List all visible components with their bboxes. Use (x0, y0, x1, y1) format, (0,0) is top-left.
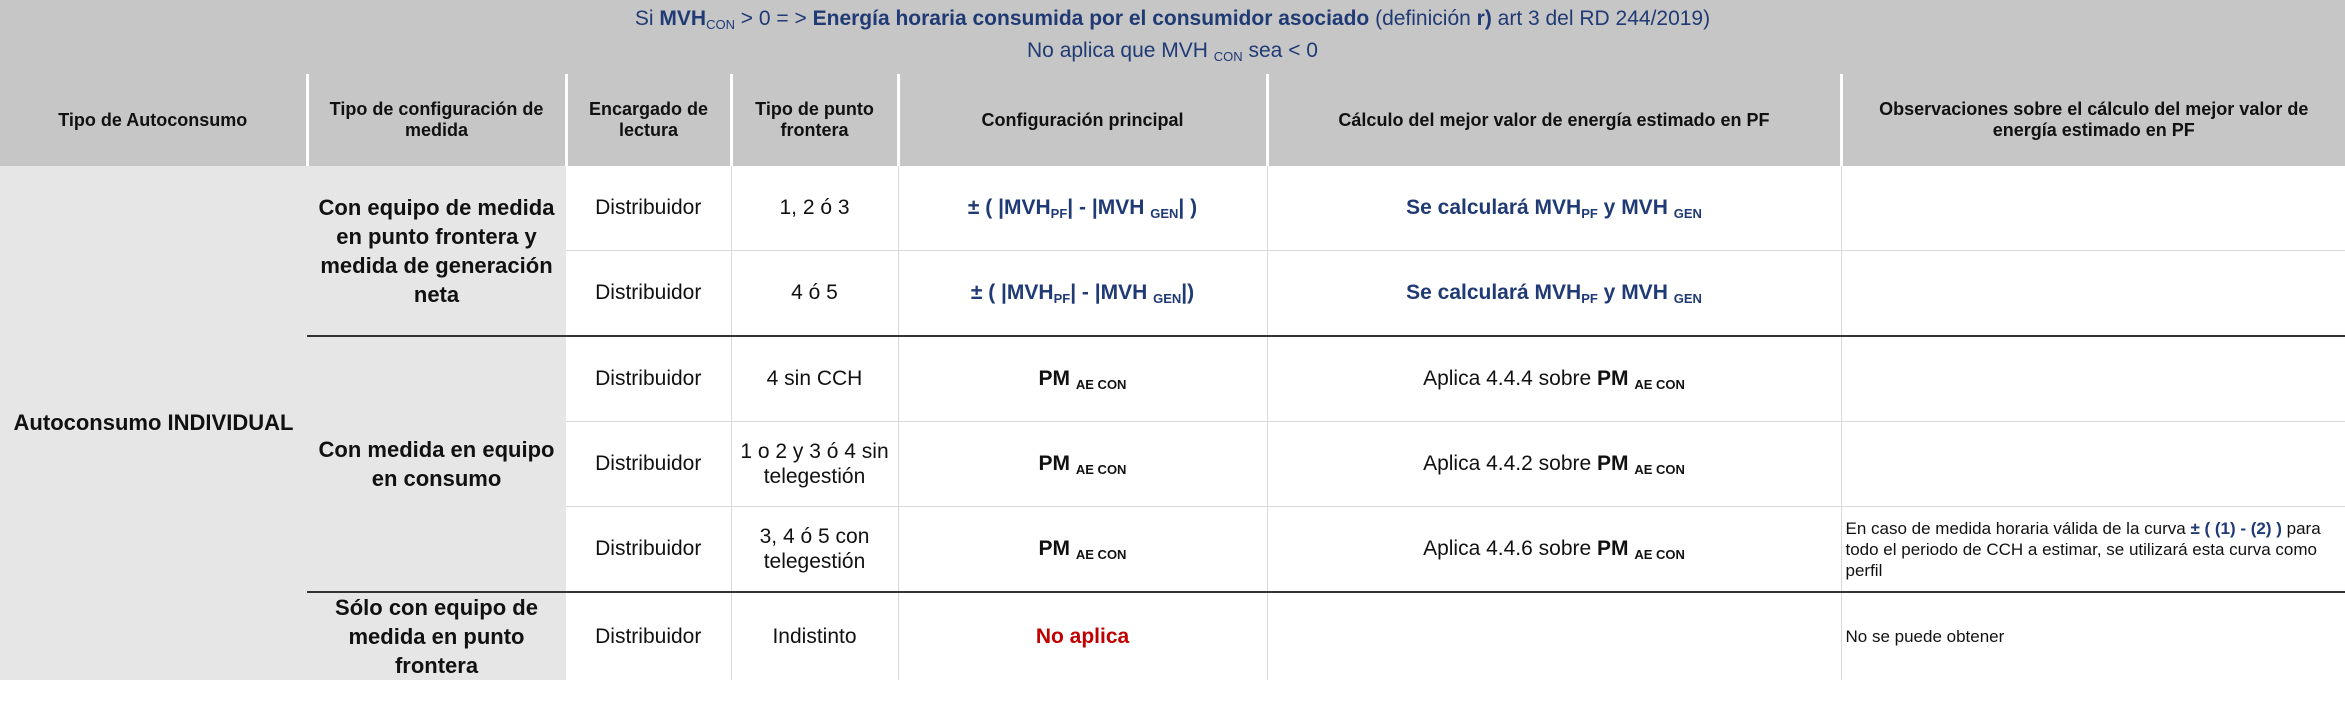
encargado-cell: Distribuidor (566, 507, 731, 593)
calc-cell: Aplica 4.4.4 sobre PM $_{AE CON}$ (1267, 336, 1841, 422)
banner (0, 0, 2345, 74)
obs-cell: En caso de medida horaria válida de la curva ± ( (1) - (2) ) para todo el periodo de CCH a estimar, se utilizará esta curva como perfil (1841, 507, 2345, 593)
punto-cell: 4 ó 5 (731, 251, 898, 337)
calc-cell: Aplica 4.4.2 sobre PM $_{AE CON}$ (1267, 422, 1841, 507)
obs-cell (1841, 166, 2345, 251)
header-tipo-punto: Tipo de punto frontera (731, 74, 898, 166)
autoconsumo-cell: Autoconsumo INDIVIDUAL (0, 166, 307, 680)
punto-cell: 4 sin CCH (731, 336, 898, 422)
encargado-cell: Distribuidor (566, 592, 731, 680)
banner-line-1: Si $MVH_{CON} > 0$ = > Energía horaria consumida por el consumidor asociado (definición r) art 3 del RD 244/2019) (634, 7, 1711, 32)
punto-cell: Indistinto (731, 592, 898, 680)
config-cell: PM $_{AE CON}$ (898, 507, 1267, 593)
header-encargado: Encargado de lectura (566, 74, 731, 166)
table-row (0, 166, 2345, 251)
header-row (0, 74, 2345, 166)
calc-cell: Aplica 4.4.6 sobre PM $_{AE CON}$ (1267, 507, 1841, 593)
header-tipo-configuracion: Tipo de configuración de medida (307, 74, 566, 166)
config-cell: No aplica (898, 592, 1267, 680)
banner-line-2: No aplica que MVH $_{CON}$ sea < 0 (1027, 39, 1318, 64)
measurement-table (0, 74, 2345, 680)
punto-cell: 1 o 2 y 3 ó 4 sin telegestión (731, 422, 898, 507)
calc-cell: Se calculará $MVH_{PF}$ y MVH $_{GEN}$ (1267, 251, 1841, 337)
encargado-cell: Distribuidor (566, 336, 731, 422)
punto-cell: 1, 2 ó 3 (731, 166, 898, 251)
group-cell-1: Con equipo de medida en punto frontera y medida de generación neta (307, 166, 566, 336)
calc-cell (1267, 592, 1841, 680)
config-cell: PM $_{AE CON}$ (898, 336, 1267, 422)
config-cell: PM $_{AE CON}$ (898, 422, 1267, 507)
header-calculo: Cálculo del mejor valor de energía estimado en PF (1267, 74, 1841, 166)
table-row (0, 592, 2345, 680)
group-cell-3: Sólo con equipo de medida en punto frontera (307, 592, 566, 680)
header-observaciones: Observaciones sobre el cálculo del mejor valor de energía estimado en PF (1841, 74, 2345, 166)
punto-cell: 3, 4 ó 5 con telegestión (731, 507, 898, 593)
obs-cell (1841, 422, 2345, 507)
obs-cell: No se puede obtener (1845, 627, 2005, 646)
config-cell: ± ( $|MVH_{PF}| - |MVH$ $_{GEN}$| ) (898, 166, 1267, 251)
obs-cell (1841, 336, 2345, 422)
table-row (0, 336, 2345, 422)
calc-cell: Se calculará $MVH_{PF}$ y MVH $_{GEN}$ (1267, 166, 1841, 251)
group-cell-2: Con medida en equipo en consumo (307, 336, 566, 592)
header-configuracion-principal: Configuración principal (898, 74, 1267, 166)
obs-cell (1841, 251, 2345, 337)
encargado-cell: Distribuidor (566, 166, 731, 251)
header-tipo-autoconsumo: Tipo de Autoconsumo (0, 74, 307, 166)
encargado-cell: Distribuidor (566, 251, 731, 337)
encargado-cell: Distribuidor (566, 422, 731, 507)
config-cell: ± ( $|MVH_{PF}| - |MVH$ $_{GEN}$|) (898, 251, 1267, 337)
